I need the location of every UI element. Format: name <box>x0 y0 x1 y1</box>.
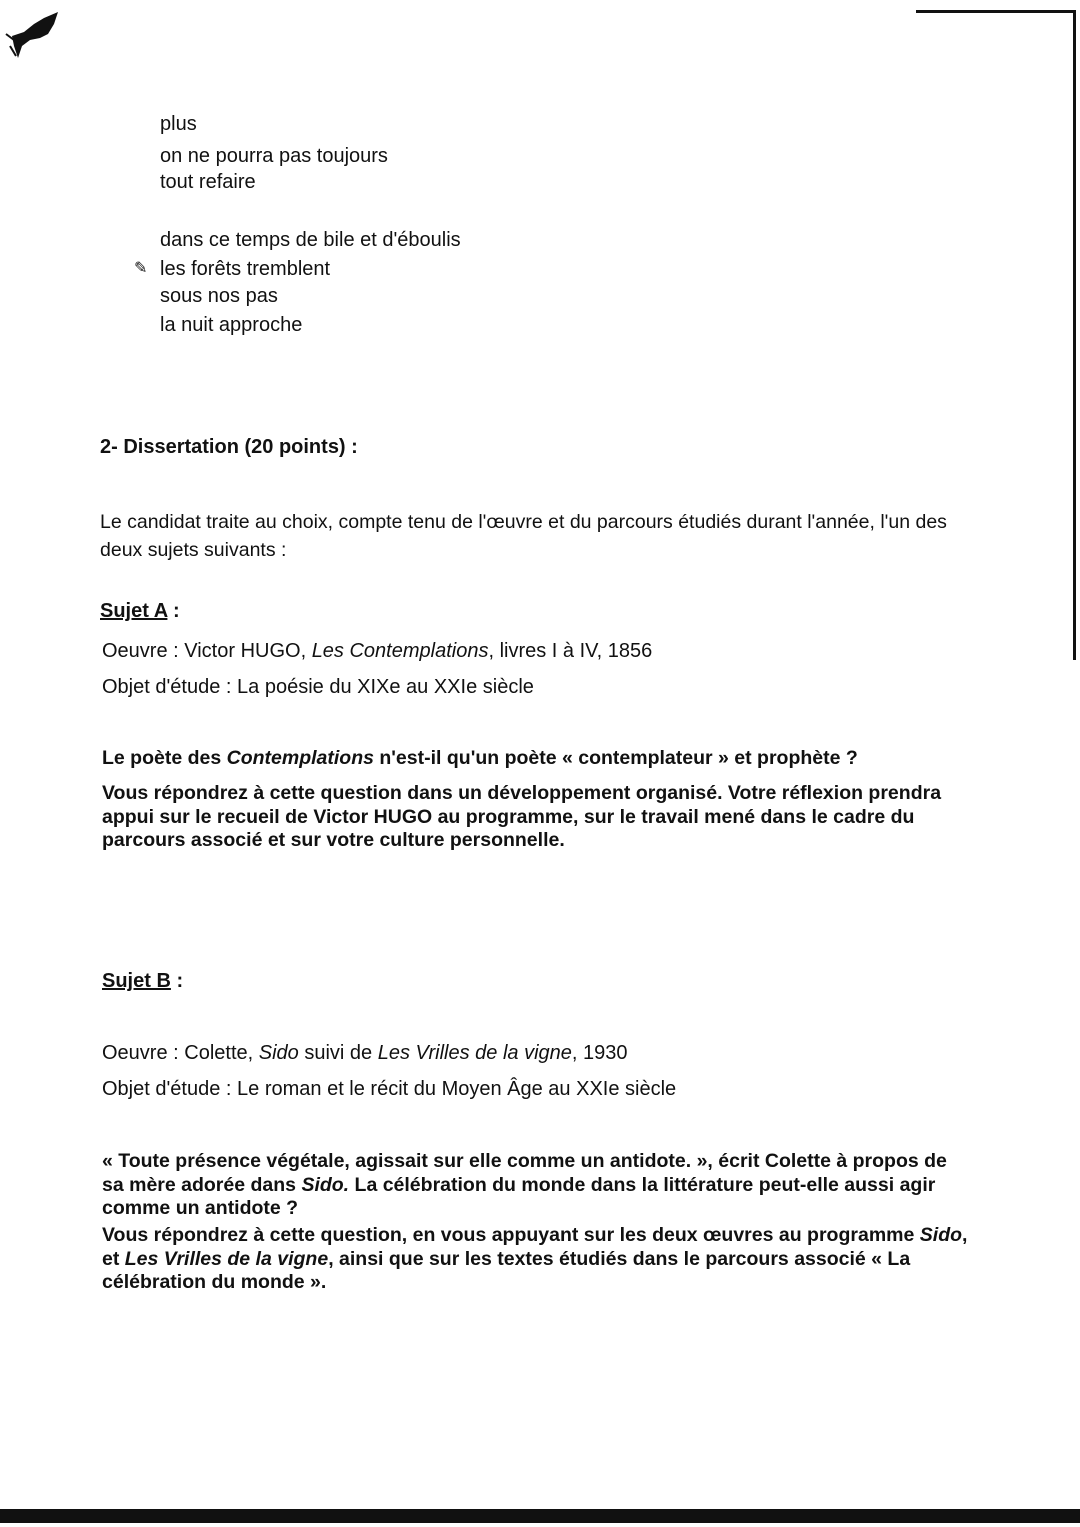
sujet-a-heading <box>100 600 180 623</box>
scan-border-top <box>916 10 1076 13</box>
question-title: Contemplations <box>226 747 374 769</box>
instr-text: , ainsi que sur les textes étudiés dans le parcours associé « La célébration du monde ». <box>102 1247 911 1293</box>
sujet-a-oeuvre <box>102 638 652 664</box>
oeuvre-prefix: Oeuvre : Victor HUGO, <box>102 640 312 662</box>
question-prefix: Le poète des <box>102 747 227 769</box>
margin-mark-icon: ✎ <box>134 260 148 277</box>
oeuvre-prefix: Oeuvre : Colette, <box>102 1042 259 1064</box>
sujet-a-colon: : <box>167 600 180 622</box>
poem-line: tout refaire <box>160 171 256 193</box>
poem-line: plus <box>160 113 197 135</box>
poem-line: dans ce temps de bile et d'éboulis <box>160 229 461 251</box>
section-title: 2- Dissertation (20 points) : <box>100 436 358 458</box>
sujet-b-quote <box>102 1150 972 1221</box>
oeuvre-mid: suivi de <box>298 1042 378 1064</box>
quote-text: La célébration du monde dans la littérature peut-elle aussi agir comme un antidote ? <box>102 1173 936 1219</box>
poem-line: la nuit approche <box>160 314 303 336</box>
sujet-b-objet: Objet d'étude : Le roman et le récit du Moyen Âge au XXIe siècle <box>102 1078 677 1100</box>
instr-text: , et <box>102 1224 968 1270</box>
sujet-b-heading <box>102 970 183 993</box>
sujet-a-objet: Objet d'étude : La poésie du XIXe au XXIe siècle <box>102 676 534 698</box>
poem-line: sous nos pas <box>160 285 278 307</box>
poem-line: les forêts tremblent <box>160 258 331 280</box>
instr-text: Vous répondrez à cette question, en vous appuyant sur les deux œuvres au programme <box>102 1224 920 1246</box>
oeuvre-title: Sido <box>258 1042 299 1064</box>
sujet-b-instructions <box>102 1224 972 1295</box>
scan-border-bottom <box>0 1509 1080 1523</box>
sujet-a-question <box>102 746 972 770</box>
quote-text: « Toute présence végétale, agissait sur elle comme un antidote. », écrit Colette à propos de sa mère adorée dans <box>102 1150 947 1196</box>
sujet-b-label: Sujet B <box>102 970 171 992</box>
oeuvre-suffix: , 1930 <box>571 1042 628 1064</box>
instr-title: Les Vrilles de la vigne <box>124 1247 329 1270</box>
sujet-a-label: Sujet A <box>100 600 168 622</box>
sujet-b-colon: : <box>170 970 184 992</box>
question-suffix: n'est-il qu'un poète « contemplateur » et prophète ? <box>373 747 858 769</box>
scan-border-right <box>1073 10 1076 660</box>
instr-title: Sido <box>919 1224 963 1246</box>
section-intro: Le candidat traite au choix, compte tenu de l'œuvre et du parcours étudiés durant l'année, l'un des deux sujets suivants : <box>100 511 947 561</box>
scan-mark-icon <box>4 6 64 66</box>
sujet-a-instructions: Vous répondrez à cette question dans un développement organisé. Votre réflexion prendra appui sur le recueil de Victor HUGO au programme, sur le travail mené dans le cadre du parcours associé et sur votre culture personnelle. <box>102 782 942 851</box>
oeuvre-suffix: , livres I à IV, 1856 <box>488 640 653 662</box>
sujet-b-oeuvre <box>102 1040 628 1066</box>
oeuvre-title: Les Contemplations <box>311 640 489 662</box>
quote-title: Sido. <box>301 1173 350 1196</box>
oeuvre-title: Les Vrilles de la vigne <box>377 1042 572 1064</box>
poem-line: on ne pourra pas toujours <box>160 145 388 167</box>
